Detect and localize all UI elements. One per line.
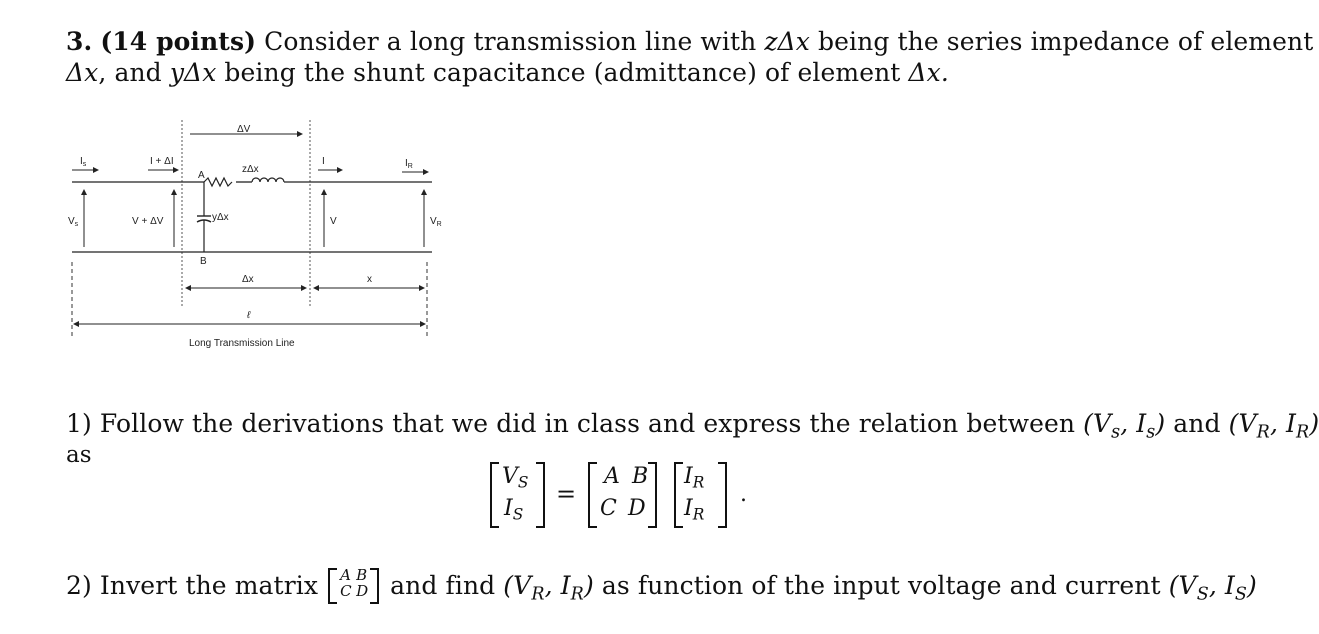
equals-sign: = bbox=[556, 480, 577, 508]
lhs-top: $V_S$ bbox=[502, 464, 529, 492]
part2-line bbox=[66, 568, 1257, 608]
label-i: I bbox=[322, 156, 325, 167]
figure-caption: Long Transmission Line bbox=[189, 338, 295, 349]
question-number: 3. bbox=[66, 27, 93, 56]
label-i-plus-di: I + ΔI bbox=[150, 156, 174, 167]
pair-vr-ir: ($V_R$, $I_R$) bbox=[1228, 409, 1319, 443]
pair-vr-ir-2: ($V_R$, $I_R$) bbox=[503, 571, 594, 605]
label-zdx: zΔx bbox=[242, 164, 259, 175]
label-vr: $V_R$ bbox=[430, 216, 442, 228]
label-is: $I_s$ bbox=[80, 156, 87, 168]
question-points: (14 points) bbox=[100, 27, 257, 56]
inductor-symbol bbox=[252, 178, 284, 182]
label-v-plus-dv: V + ΔV bbox=[132, 216, 164, 227]
y-dx-term: yΔx bbox=[169, 58, 217, 87]
label-ydx: yΔx bbox=[212, 212, 229, 223]
part2-text-b: and find bbox=[382, 571, 504, 600]
question-text-d: being the shunt capacitance (admittance) of element bbox=[216, 58, 909, 87]
dx-term-end: Δx. bbox=[908, 58, 949, 87]
z-dx-term: zΔx bbox=[764, 27, 810, 56]
resistor-symbol bbox=[204, 178, 232, 186]
label-length: ℓ bbox=[247, 310, 251, 321]
question-line-1 bbox=[66, 27, 1313, 56]
pair-vs-is: ($V_s$, $I_s$) bbox=[1083, 409, 1166, 443]
label-dx: Δx bbox=[242, 274, 254, 285]
period: . bbox=[740, 482, 747, 507]
bracket-right bbox=[648, 462, 657, 528]
transmission-line-diagram bbox=[62, 112, 442, 358]
bracket-left bbox=[588, 462, 597, 528]
matrix-a: A bbox=[604, 464, 620, 489]
part1-as: as bbox=[66, 442, 92, 468]
question-line-2 bbox=[66, 58, 949, 87]
question-text-b: being the series impedance of element bbox=[810, 27, 1314, 56]
dx-term: Δx bbox=[66, 58, 99, 87]
inline-matrix: A B C D bbox=[326, 568, 382, 604]
matrix-b: B bbox=[632, 464, 649, 489]
part1-and: and bbox=[1165, 409, 1229, 438]
part1-line bbox=[66, 409, 1319, 442]
label-node-a: A bbox=[198, 170, 205, 181]
rhs-bottom: $I_R$ bbox=[684, 496, 705, 524]
part2-text-a: 2) Invert the matrix bbox=[66, 571, 327, 600]
question-text-a: Consider a long transmission line with bbox=[264, 27, 765, 56]
bracket-right bbox=[536, 462, 545, 528]
label-v: V bbox=[330, 216, 337, 227]
label-vs: $V_s$ bbox=[68, 216, 79, 228]
lhs-bottom: $I_S$ bbox=[504, 496, 524, 524]
matrix-c: C bbox=[600, 496, 617, 521]
part1-text: 1) Follow the derivations that we did in class and express the relation between bbox=[66, 409, 1084, 438]
label-node-b: B bbox=[200, 256, 207, 267]
label-dv: ΔV bbox=[237, 124, 251, 135]
label-ir: $I_R$ bbox=[405, 158, 413, 170]
bracket-left bbox=[490, 462, 499, 528]
part2-text-c: as function of the input voltage and current bbox=[593, 571, 1169, 600]
pair-vs-is-2: ($V_S$, $I_S$) bbox=[1168, 571, 1257, 605]
rhs-top: $I_R$ bbox=[684, 464, 705, 492]
matrix-d: D bbox=[628, 496, 646, 521]
matrix-equation bbox=[490, 462, 770, 530]
bracket-right bbox=[718, 462, 727, 528]
question-text-c: , and bbox=[98, 58, 170, 87]
label-x: x bbox=[367, 274, 372, 285]
bracket-left bbox=[674, 462, 683, 528]
